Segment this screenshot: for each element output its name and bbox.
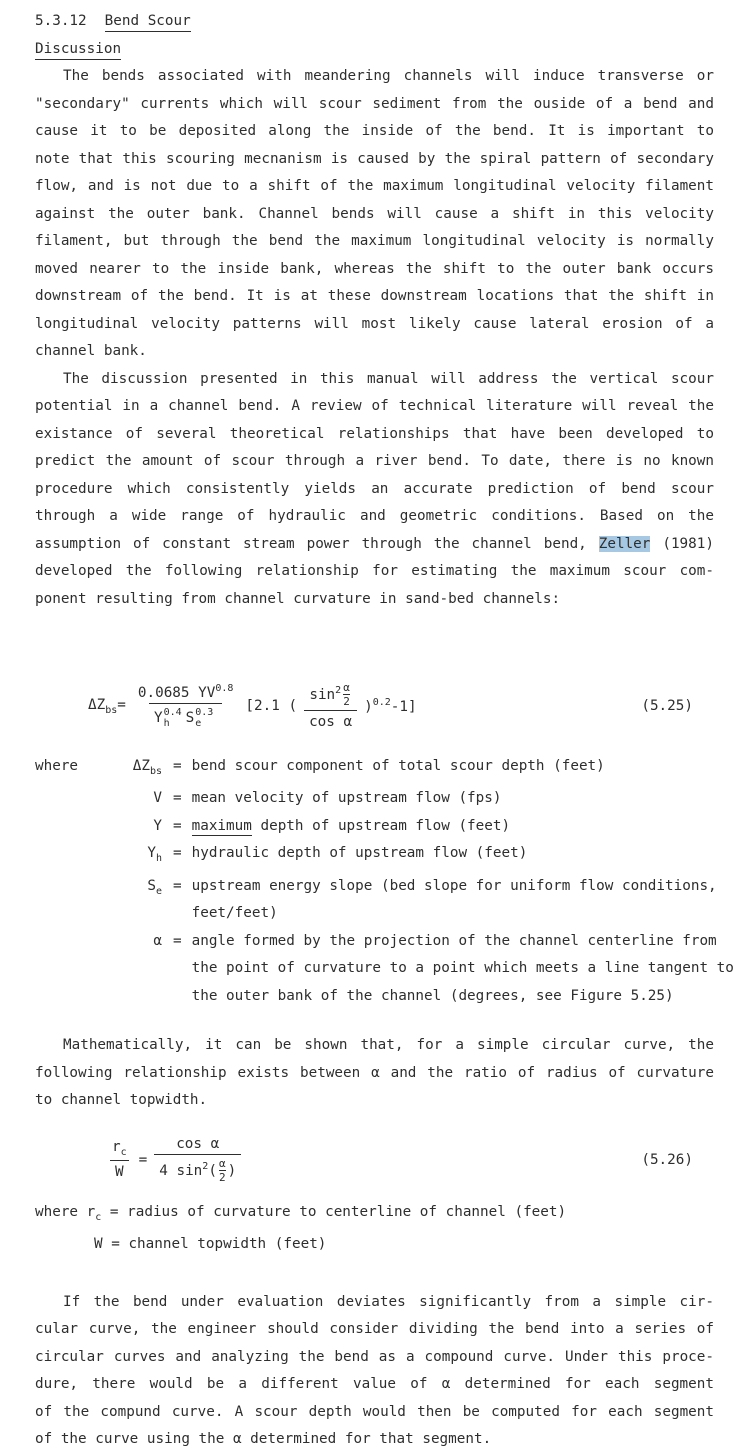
paragraph-line: to channel topwidth. xyxy=(35,1092,208,1109)
rhs-fraction: cos α 4 $\sin^2$( $\frac{\alpha}{2}$ ) xyxy=(154,1136,241,1184)
paragraph-line: dure, there would be a different value of α determined for each segment xyxy=(35,1376,714,1393)
paragraph-line: downstream of the bend. It is at these downstream locations that the shift in xyxy=(35,288,714,304)
paragraph-line: of the compund curve. A scour depth would then be computed for each segment xyxy=(35,1403,714,1420)
paragraph-line: The discussion presented in this manual will address the vertical scour xyxy=(63,370,714,387)
paragraph-line: predict the amount of scour through a river bend. To date, there is no known xyxy=(35,453,714,469)
where-list-2 xyxy=(35,1199,714,1259)
paragraph-line: "secondary" currents which will scour sediment from the ouside of a bend and xyxy=(35,95,714,112)
where-row-alpha: α = angle formed by the projection of the channel centerline from the point of curvature to a point which meets a line tangent to the outer bank of the channel (degrees, see Figure 5.25) xyxy=(153,932,734,1004)
where-label: where xyxy=(35,1203,87,1220)
paragraph-line: The bends associated with meandering channels will induce transverse or xyxy=(63,68,714,84)
equation-label: (5.26) xyxy=(641,1151,693,1168)
main-fraction: 0.0685 $YV^{0.8}$ Y 0.4 h S 0.3 e xyxy=(137,683,234,729)
inner-fraction: $\sin^2$ $\frac{\alpha}{2}$ cos α xyxy=(304,682,357,730)
paragraph-line: against the outer bank. Channel bends will cause a shift in this velocity xyxy=(35,205,714,222)
paragraph-line: of the curve using the α determined for that segment. xyxy=(35,1431,492,1448)
where-row-yh: $Y_h$ = hydraulic depth of upstream flow (feet) xyxy=(147,845,528,865)
paragraph-line: moved nearer to the inside bank, whereas the shift to the outer bank occurs xyxy=(35,260,714,277)
where-row-w: W = channel topwidth (feet) xyxy=(94,1236,327,1253)
paragraph-line: cause it to be deposited along the inside of the bend. It is important to xyxy=(35,123,714,139)
bracket-open: [2.1 ( xyxy=(245,698,298,714)
section-title: Bend Scour xyxy=(105,13,191,32)
search-highlight: Zeller xyxy=(598,535,651,552)
fraction-bar: W xyxy=(110,1160,129,1180)
paragraph-line: potential in a channel bend. A review of technical literature will reveal the xyxy=(35,398,714,414)
paragraph-line: following relationship exists between α and the ratio of radius of curvature xyxy=(35,1064,714,1081)
where-list-1 xyxy=(35,753,734,1010)
paragraph-line: note that this scouring mecnanism is caused by the spiral pattern of secondary xyxy=(35,150,714,167)
paragraph-line: longitudinal velocity patterns will most likely cause lateral erosion of a xyxy=(35,315,714,332)
where-row-y: Y = maximum depth of upstream flow (feet) xyxy=(153,817,511,834)
discussion-heading: Discussion xyxy=(35,36,714,64)
paragraph-line: ponent resulting from channel curvature in sand-bed channels: xyxy=(35,590,561,607)
paragraph-line: developed the following relationship for estimating the maximum scour com- xyxy=(35,563,714,579)
where-label: where xyxy=(35,758,79,774)
paragraph-line: flow, and is not due to a shift of the maximum longitudinal velocity filament xyxy=(35,178,714,194)
paragraph-line: cular curve, the engineer should consider dividing the bend into a series of xyxy=(35,1321,714,1338)
paragraph-line: filament, but through the bend the maximum longitudinal velocity is normally xyxy=(35,233,714,249)
section-heading xyxy=(35,8,714,36)
where-row-v: V = mean velocity of upstream flow (fps) xyxy=(153,790,502,807)
equation-5-25 xyxy=(88,661,693,751)
lhs-fraction: $\frac{r_c}{W}$ xyxy=(112,1139,127,1181)
equation-label: (5.25) xyxy=(641,698,693,714)
fraction-bar: 4 $\sin^2$( $\frac{\alpha}{2}$ ) xyxy=(154,1154,241,1184)
paragraph-line: circular curves and analyzing the bend as a compound curve. Under this proce- xyxy=(35,1348,714,1365)
paragraph-line: existance of several theoretical relationships that have been developed to xyxy=(35,425,714,442)
paragraph-1 xyxy=(35,63,714,366)
paragraph-line: Mathematically, it can be shown that, for a simple circular curve, the xyxy=(63,1037,714,1054)
where-row-dzbs: where $\Delta Z_{bs}$ = bend scour component of total scour depth (feet) xyxy=(35,753,714,785)
paragraph-line-with-highlight: assumption of constant stream power through the channel bend, Zeller (1981) xyxy=(35,535,714,552)
where-row-se: $S_e$ = upstream energy slope (bed slope for uniform flow conditions, feet/feet) xyxy=(147,877,717,922)
fraction-bar: cos α xyxy=(304,710,357,730)
paragraph-line: procedure which consistently yields an accurate prediction of bend scour xyxy=(35,480,714,497)
paragraph-2 xyxy=(35,366,714,614)
paragraph-line: through a wide range of hydraulic and geometric conditions. Based on the xyxy=(35,508,714,524)
equation-5-26: $\frac{r_c}{W}$ = cos α 4 $\sin^2$( $\frac{\alpha}{2}$ ) (5.26) xyxy=(100,1121,693,1199)
paragraph-line: channel bank. xyxy=(35,343,147,359)
paragraph-3 xyxy=(35,1032,714,1115)
where-row-rc: where $r_c$ = radius of curvature to centerline of channel (feet) xyxy=(35,1203,567,1223)
paragraph-line: If the bend under evaluation deviates significantly from a simple cir- xyxy=(63,1293,714,1310)
equation-lhs: $\Delta Z_{bs}=$ xyxy=(88,696,126,716)
underlined-word: maximum xyxy=(191,817,252,834)
bracket-close: )$^{0.2}$-1] xyxy=(364,697,417,715)
section-number: 5.3.12 xyxy=(35,13,87,29)
paragraph-4 xyxy=(35,1289,714,1454)
fraction-bar: Y 0.4 h S 0.3 e xyxy=(149,703,222,729)
